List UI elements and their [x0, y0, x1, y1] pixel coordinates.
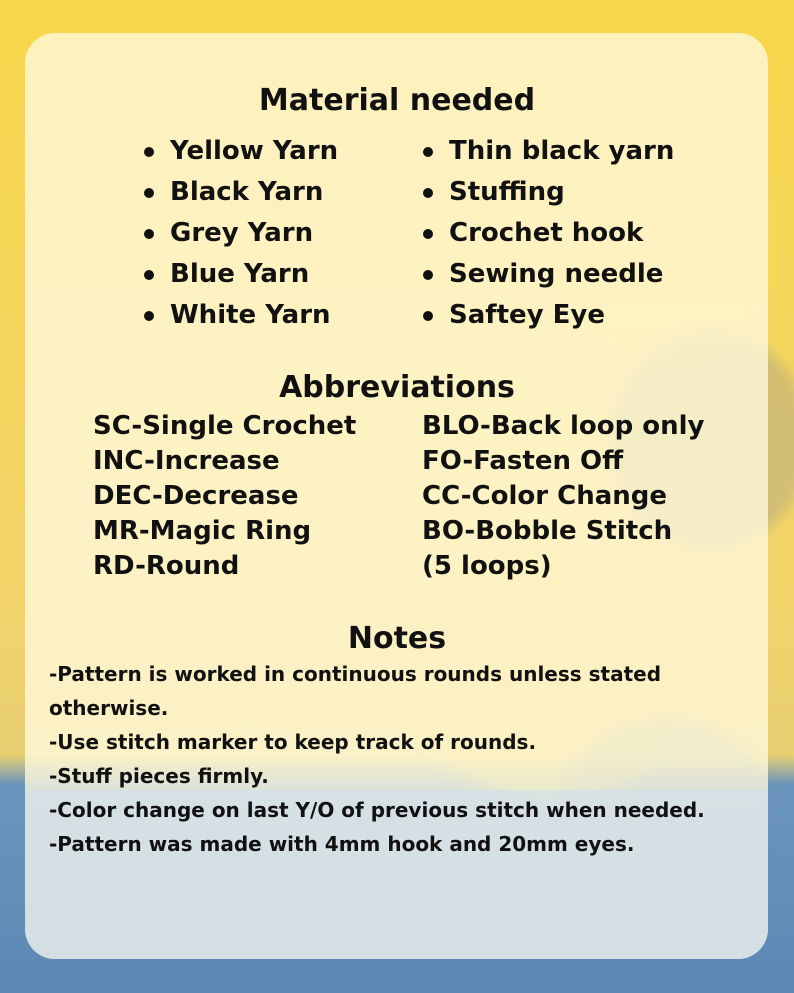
list-item: Yellow Yarn	[144, 131, 338, 172]
note-item: -Use stitch marker to keep track of rounds.	[49, 730, 537, 754]
bullet-icon	[423, 229, 433, 239]
list-item: (5 loops)	[422, 551, 552, 581]
list-item: Grey Yarn	[144, 213, 338, 254]
bullet-icon	[423, 270, 433, 280]
materials-list-right	[423, 131, 674, 336]
abbreviations-title: Abbreviations	[279, 370, 515, 405]
list-item: Saftey Eye	[423, 295, 674, 336]
list-item: FO-Fasten Off	[422, 446, 624, 476]
list-item: Crochet hook	[423, 213, 674, 254]
abbreviations-list-left	[93, 409, 356, 584]
bullet-icon	[423, 188, 433, 198]
list-item: BO-Bobble Stitch	[422, 516, 673, 546]
note-item: -Pattern was made with 4mm hook and 20mm eyes.	[49, 832, 635, 856]
list-item: INC-Increase	[93, 446, 280, 476]
bullet-icon	[144, 270, 154, 280]
bullet-icon	[144, 188, 154, 198]
materials-list-left	[144, 131, 338, 336]
list-item: Stuffing	[423, 172, 674, 213]
list-item: White Yarn	[144, 295, 338, 336]
abbreviations-list-right	[422, 409, 704, 584]
bullet-icon	[144, 147, 154, 157]
bullet-icon	[423, 147, 433, 157]
notes-list	[49, 657, 759, 861]
notes-title: Notes	[347, 621, 447, 656]
note-item: -Pattern is worked in continuous rounds unless stated otherwise.	[49, 662, 662, 720]
list-item: RD-Round	[93, 551, 240, 581]
list-item: Black Yarn	[144, 172, 338, 213]
list-item: Blue Yarn	[144, 254, 338, 295]
note-item: -Stuff pieces firmly.	[49, 764, 269, 788]
list-item: Sewing needle	[423, 254, 674, 295]
note-item: -Color change on last Y/O of previous stitch when needed.	[49, 798, 705, 822]
list-item: BLO-Back loop only	[422, 411, 705, 441]
list-item: MR-Magic Ring	[93, 516, 312, 546]
list-item: SC-Single Crochet	[93, 411, 357, 441]
bullet-icon	[423, 311, 433, 321]
list-item: DEC-Decrease	[93, 481, 299, 511]
list-item: CC-Color Change	[422, 481, 668, 511]
bullet-icon	[144, 311, 154, 321]
bullet-icon	[144, 229, 154, 239]
materials-title: Material needed	[258, 83, 536, 118]
list-item: Thin black yarn	[423, 131, 674, 172]
